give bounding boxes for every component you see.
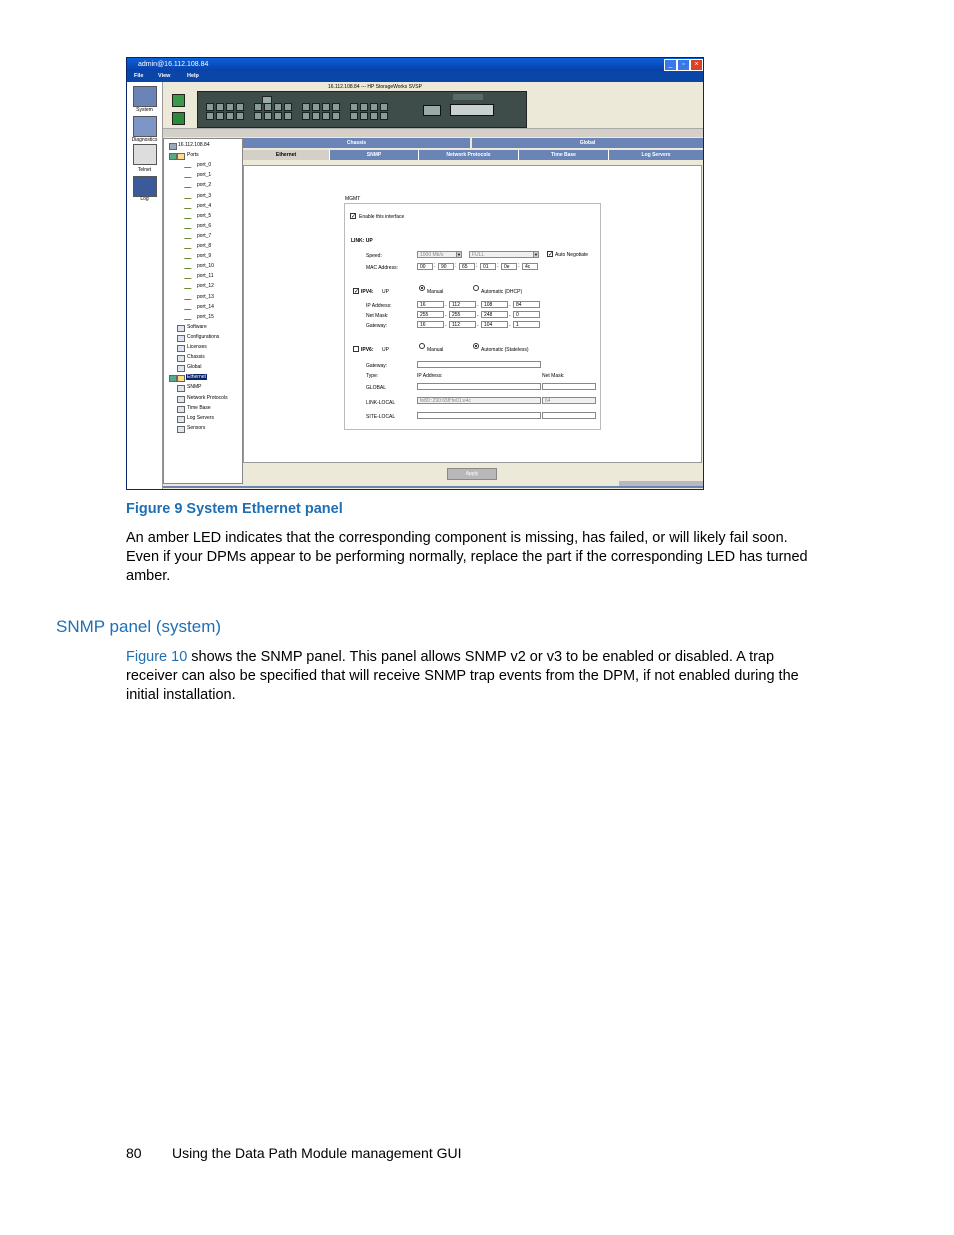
- paragraph-snmp: [126, 648, 816, 705]
- footer-title: Using the Data Path Module management GUI: [172, 1145, 462, 1161]
- ethernet-ports-icon: [450, 104, 494, 116]
- gw-separator: .: [509, 322, 511, 328]
- port-plug-icon: [184, 223, 195, 229]
- mac-separator: :: [476, 263, 478, 269]
- mac-octet-1[interactable]: 90: [438, 263, 454, 270]
- ip-octet-0[interactable]: 16: [417, 301, 444, 308]
- port-plug-icon: [184, 263, 195, 269]
- port-connector: [370, 112, 378, 120]
- port-connector: [322, 112, 330, 120]
- type-label: Type:: [366, 373, 379, 379]
- port-plug-icon: [184, 253, 195, 259]
- menu-bar: [127, 71, 703, 82]
- tab-ethernet[interactable]: Ethernet: [243, 150, 330, 160]
- port-connector: [284, 112, 292, 120]
- port-connector: [284, 103, 292, 111]
- tree-port-1[interactable]: port_1: [197, 172, 212, 179]
- ip-separator: .: [477, 302, 479, 308]
- page-number: 80: [126, 1145, 142, 1161]
- tree-port-6[interactable]: port_6: [197, 222, 212, 229]
- hp-logo-icon: [262, 96, 272, 104]
- tree-port-14[interactable]: port_14: [197, 303, 214, 310]
- tree-port-10[interactable]: port_10: [197, 263, 214, 270]
- link-local-label: LINK-LOCAL: [366, 400, 396, 406]
- site-local-label: SITE-LOCAL: [366, 414, 396, 420]
- gw-octet-1[interactable]: 112: [449, 321, 476, 328]
- document-icon: [177, 396, 185, 403]
- ipv6-auto-radio[interactable]: [473, 343, 479, 349]
- mac-label: MAC Address:: [366, 265, 398, 271]
- ipv4-status: UP: [382, 289, 389, 295]
- site-local-mask-field[interactable]: [542, 412, 596, 419]
- expand-icon-2[interactable]: [169, 375, 177, 382]
- green-led-icon[interactable]: [172, 94, 185, 107]
- port-connector: [264, 103, 272, 111]
- port-plug-icon: [184, 304, 195, 310]
- mask-label: Net Mask:: [366, 313, 389, 319]
- gw-separator: .: [445, 322, 447, 328]
- nav-log[interactable]: Log: [140, 196, 149, 202]
- link-local-mask-field[interactable]: 64: [542, 397, 596, 404]
- ipv6-checkbox[interactable]: [353, 346, 359, 352]
- auto-negotiate-checkbox[interactable]: ✓: [548, 252, 554, 258]
- nav-diagnostics[interactable]: Diagnostics: [131, 137, 158, 143]
- folder-icon: [177, 153, 185, 160]
- system-icon[interactable]: [133, 86, 157, 107]
- document-icon: [177, 335, 185, 342]
- link-status: LINK: UP: [351, 238, 373, 244]
- brand-plate: [453, 94, 483, 100]
- chevron-down-icon-2[interactable]: ▼: [534, 252, 538, 257]
- ip-label: IP Address:: [366, 303, 392, 309]
- mac-octet-3[interactable]: 01: [480, 263, 496, 270]
- figure-caption: Figure 9 System Ethernet panel: [126, 501, 343, 517]
- tree-port-0[interactable]: port_0: [197, 162, 212, 169]
- sub-tab-strip: [243, 150, 703, 161]
- mac-separator: :: [497, 263, 499, 269]
- serial-port-icon: [423, 105, 441, 116]
- ipv4-manual-radio[interactable]: [419, 285, 425, 291]
- auto-negotiate-label: Auto Negotiate: [555, 252, 589, 258]
- ethernet-panel: [243, 165, 702, 463]
- chassis-front-panel: [197, 84, 527, 128]
- ipv6-manual-radio[interactable]: [419, 343, 425, 349]
- port-connector: [216, 112, 224, 120]
- tree-item-1[interactable]: Configurations: [187, 333, 220, 340]
- tab-log-servers[interactable]: Log Servers: [609, 150, 703, 160]
- tree-item-0[interactable]: Software: [187, 323, 207, 330]
- mask-separator: .: [445, 312, 447, 318]
- port-connector: [350, 103, 358, 111]
- mac-octet-2[interactable]: 65: [459, 263, 475, 270]
- ip-octet-3[interactable]: 84: [513, 301, 540, 308]
- port-connector: [236, 103, 244, 111]
- tree-port-3[interactable]: port_3: [197, 192, 212, 199]
- document-icon: [177, 406, 185, 413]
- chassis-title: 16.112.108.84 --- HP StorageWorks SVSP: [328, 84, 422, 90]
- ipv4-dhcp-label: Automatic (DHCP): [481, 289, 523, 295]
- port-plug-icon: [184, 314, 195, 320]
- paragraph-led: An amber LED indicates that the corresponding component is missing, has failed, or will likely fail soon. Even if your DPMs appear to be performing normally, replace the part if the corresponding LED has turned amber.: [126, 530, 808, 584]
- window-title: admin@16.112.108.84: [138, 61, 209, 68]
- tree-port-7[interactable]: port_7: [197, 232, 212, 239]
- tree-port-11[interactable]: port_11: [197, 273, 214, 280]
- bottom-divider: [163, 486, 703, 488]
- title-bar: [127, 58, 703, 71]
- ipv4-dhcp-radio[interactable]: [473, 285, 479, 291]
- port-connector: [312, 103, 320, 111]
- computer-icon: [169, 143, 177, 150]
- tree-ethernet-child-3[interactable]: Log Servers: [187, 414, 214, 421]
- mask-octet-3[interactable]: 0: [513, 311, 540, 318]
- port-plug-icon: [184, 162, 195, 168]
- port-connector: [206, 112, 214, 120]
- nav-system[interactable]: System: [136, 107, 153, 113]
- ip-separator: .: [509, 302, 511, 308]
- menu-file[interactable]: File: [134, 73, 144, 79]
- tree-item-3[interactable]: Chassis: [187, 354, 205, 361]
- global-ip-field[interactable]: [417, 383, 541, 390]
- mac-octet-5[interactable]: 4c: [522, 263, 538, 270]
- tree-ethernet-child-2[interactable]: Time Base: [187, 404, 211, 411]
- document-icon: [177, 345, 185, 352]
- folder-icon-2: [177, 375, 185, 382]
- page-footer: [126, 1145, 462, 1161]
- site-local-ip-field[interactable]: [417, 412, 541, 419]
- tree-port-8[interactable]: port_8: [197, 243, 212, 249]
- left-sidebar: [127, 82, 163, 489]
- tree-port-5[interactable]: port_5: [197, 212, 212, 219]
- port-plug-icon: [184, 294, 195, 300]
- ipv6-status: UP: [382, 347, 389, 353]
- system-selected-icon[interactable]: [133, 116, 157, 137]
- port-connector: [360, 103, 368, 111]
- mac-separator: :: [518, 263, 520, 269]
- port-plug-icon: [184, 243, 195, 249]
- chevron-down-icon[interactable]: ▼: [457, 252, 461, 257]
- link-local-ip-field[interactable]: fe80::290:65ff:fe01:e4c: [417, 397, 541, 404]
- tree-ports[interactable]: Ports: [187, 152, 199, 159]
- tree-item-2[interactable]: Licenses: [187, 344, 207, 350]
- port-connector: [264, 112, 272, 120]
- port-connector: [236, 112, 244, 120]
- document-icon: [177, 325, 185, 332]
- tab-network-protocols[interactable]: Network Protocols: [419, 150, 519, 160]
- ipv6-gateway-field[interactable]: [417, 361, 541, 368]
- ipv4-manual-label: Manual: [427, 289, 444, 295]
- tree-item-4[interactable]: Global: [187, 364, 202, 371]
- mac-separator: :: [434, 263, 436, 269]
- tree-port-4[interactable]: port_4: [197, 202, 212, 209]
- port-connector: [332, 112, 340, 120]
- port-connector: [380, 112, 388, 120]
- port-plug-icon: [184, 203, 195, 209]
- document-icon: [177, 355, 185, 362]
- ip-octet-2[interactable]: 108: [481, 301, 508, 308]
- tree-ethernet-child-1[interactable]: Network Protocols: [187, 394, 228, 401]
- port-connector: [274, 103, 282, 111]
- port-connector: [254, 103, 262, 111]
- tree-ethernet-child-0[interactable]: SNMP: [187, 384, 202, 391]
- tab-chassis[interactable]: Chassis: [243, 138, 470, 148]
- mgmt-group: [344, 203, 601, 430]
- close-icon[interactable]: ×: [690, 59, 703, 71]
- speed-select[interactable]: 1000 Mb/s: [417, 251, 457, 258]
- telnet-icon[interactable]: [133, 144, 157, 165]
- mask-octet-1[interactable]: 255: [449, 311, 476, 318]
- ipv6-label: IPV6:: [361, 347, 374, 353]
- tab-snmp[interactable]: SNMP: [330, 150, 419, 160]
- tree-root[interactable]: 16.112.108.84: [178, 142, 210, 148]
- gw-separator: .: [477, 322, 479, 328]
- document-icon: [177, 365, 185, 372]
- port-connector: [322, 103, 330, 111]
- global-mask-field[interactable]: [542, 383, 596, 390]
- document-icon: [177, 426, 185, 433]
- tab-global[interactable]: Global: [472, 138, 703, 148]
- menu-view[interactable]: View: [158, 73, 171, 79]
- apply-button[interactable]: Apply: [447, 468, 497, 480]
- tab-time-base[interactable]: Time Base: [519, 150, 609, 160]
- document-icon: [177, 416, 185, 423]
- col-mask-header: Net Mask:: [542, 373, 565, 379]
- tree-port-2[interactable]: port_2: [197, 182, 212, 189]
- port-connector: [226, 112, 234, 120]
- gw-octet-3[interactable]: 1: [513, 321, 540, 328]
- port-connector: [302, 112, 310, 120]
- chassis-band: [163, 82, 703, 128]
- group-title: MGMT: [345, 196, 361, 202]
- section-heading: SNMP panel (system): [56, 617, 222, 636]
- ip-separator: .: [445, 302, 447, 308]
- top-tab-strip: [243, 138, 703, 149]
- ipv4-label: IPV4:: [361, 289, 374, 295]
- port-connector: [380, 103, 388, 111]
- ipv6-auto-label: Automatic (Stateless): [481, 347, 529, 353]
- port-plug-icon: [184, 213, 195, 219]
- port-connector: [370, 103, 378, 111]
- port-connector: [226, 103, 234, 111]
- tree-port-12[interactable]: port_12: [197, 283, 214, 290]
- tree-port-13[interactable]: port_13: [197, 293, 214, 300]
- global-label: GLOBAL: [366, 385, 387, 391]
- green-led-icon-2[interactable]: [172, 112, 185, 125]
- screenshot-window: [126, 57, 704, 490]
- document-icon: [177, 385, 185, 392]
- port-connector: [302, 103, 310, 111]
- tree-port-15[interactable]: port_15: [197, 313, 214, 320]
- port-connector: [216, 103, 224, 111]
- mac-separator: :: [455, 263, 457, 269]
- mask-octet-0[interactable]: 255: [417, 311, 444, 318]
- gw-octet-2[interactable]: 104: [481, 321, 508, 328]
- tree-port-9[interactable]: port_9: [197, 253, 212, 260]
- port-plug-icon: [184, 283, 195, 289]
- tree-ethernet-child-4[interactable]: Sensors: [187, 424, 206, 431]
- port-connector: [274, 112, 282, 120]
- maximize-icon[interactable]: ▫: [677, 59, 690, 71]
- col-ip-header: IP Address:: [417, 373, 443, 379]
- horizontal-scrollbar[interactable]: [163, 128, 703, 137]
- ipv6-manual-label: Manual: [427, 347, 444, 353]
- log-icon[interactable]: [133, 176, 157, 197]
- duplex-select[interactable]: FULL: [469, 251, 535, 258]
- mask-octet-2[interactable]: 248: [481, 311, 508, 318]
- enable-label: Enable this interface: [359, 214, 405, 220]
- menu-help[interactable]: Help: [187, 73, 199, 79]
- port-connector: [206, 103, 214, 111]
- port-connector: [312, 112, 320, 120]
- mask-separator: .: [509, 312, 511, 318]
- mask-separator: .: [477, 312, 479, 318]
- port-connector: [254, 112, 262, 120]
- speed-label: Speed:: [366, 253, 382, 259]
- mac-octet-0[interactable]: 00: [417, 263, 433, 270]
- port-plug-icon: [184, 273, 195, 279]
- paragraph-snmp-text: shows the SNMP panel. This panel allows SNMP v2 or v3 to be enabled or disabled. A trap receiver can also be specified that will receive SNMP trap events from the DPM, if not enabled during the initial installation.: [126, 649, 799, 703]
- nav-telnet[interactable]: Telnet: [137, 167, 152, 173]
- port-plug-icon: [184, 172, 195, 178]
- port-connector: [350, 112, 358, 120]
- minimize-icon[interactable]: _: [664, 59, 677, 71]
- ipv6-gateway-label: Gateway:: [366, 363, 388, 369]
- port-plug-icon: [184, 182, 195, 188]
- ipv4-checkbox[interactable]: ✓: [354, 289, 360, 295]
- port-connector: [332, 103, 340, 111]
- mac-octet-4[interactable]: 0e: [501, 263, 517, 270]
- navigation-tree: [163, 138, 243, 484]
- port-connector: [360, 112, 368, 120]
- gw-octet-0[interactable]: 16: [417, 321, 444, 328]
- port-plug-icon: [184, 233, 195, 239]
- expand-icon[interactable]: [169, 153, 177, 160]
- ip-octet-1[interactable]: 112: [449, 301, 476, 308]
- figure-link[interactable]: Figure 10: [126, 649, 188, 665]
- tree-ethernet[interactable]: Ethernet: [187, 374, 206, 381]
- enable-checkbox[interactable]: ✓: [351, 214, 357, 220]
- port-plug-icon: [184, 193, 195, 199]
- gateway-label: Gateway:: [366, 323, 388, 329]
